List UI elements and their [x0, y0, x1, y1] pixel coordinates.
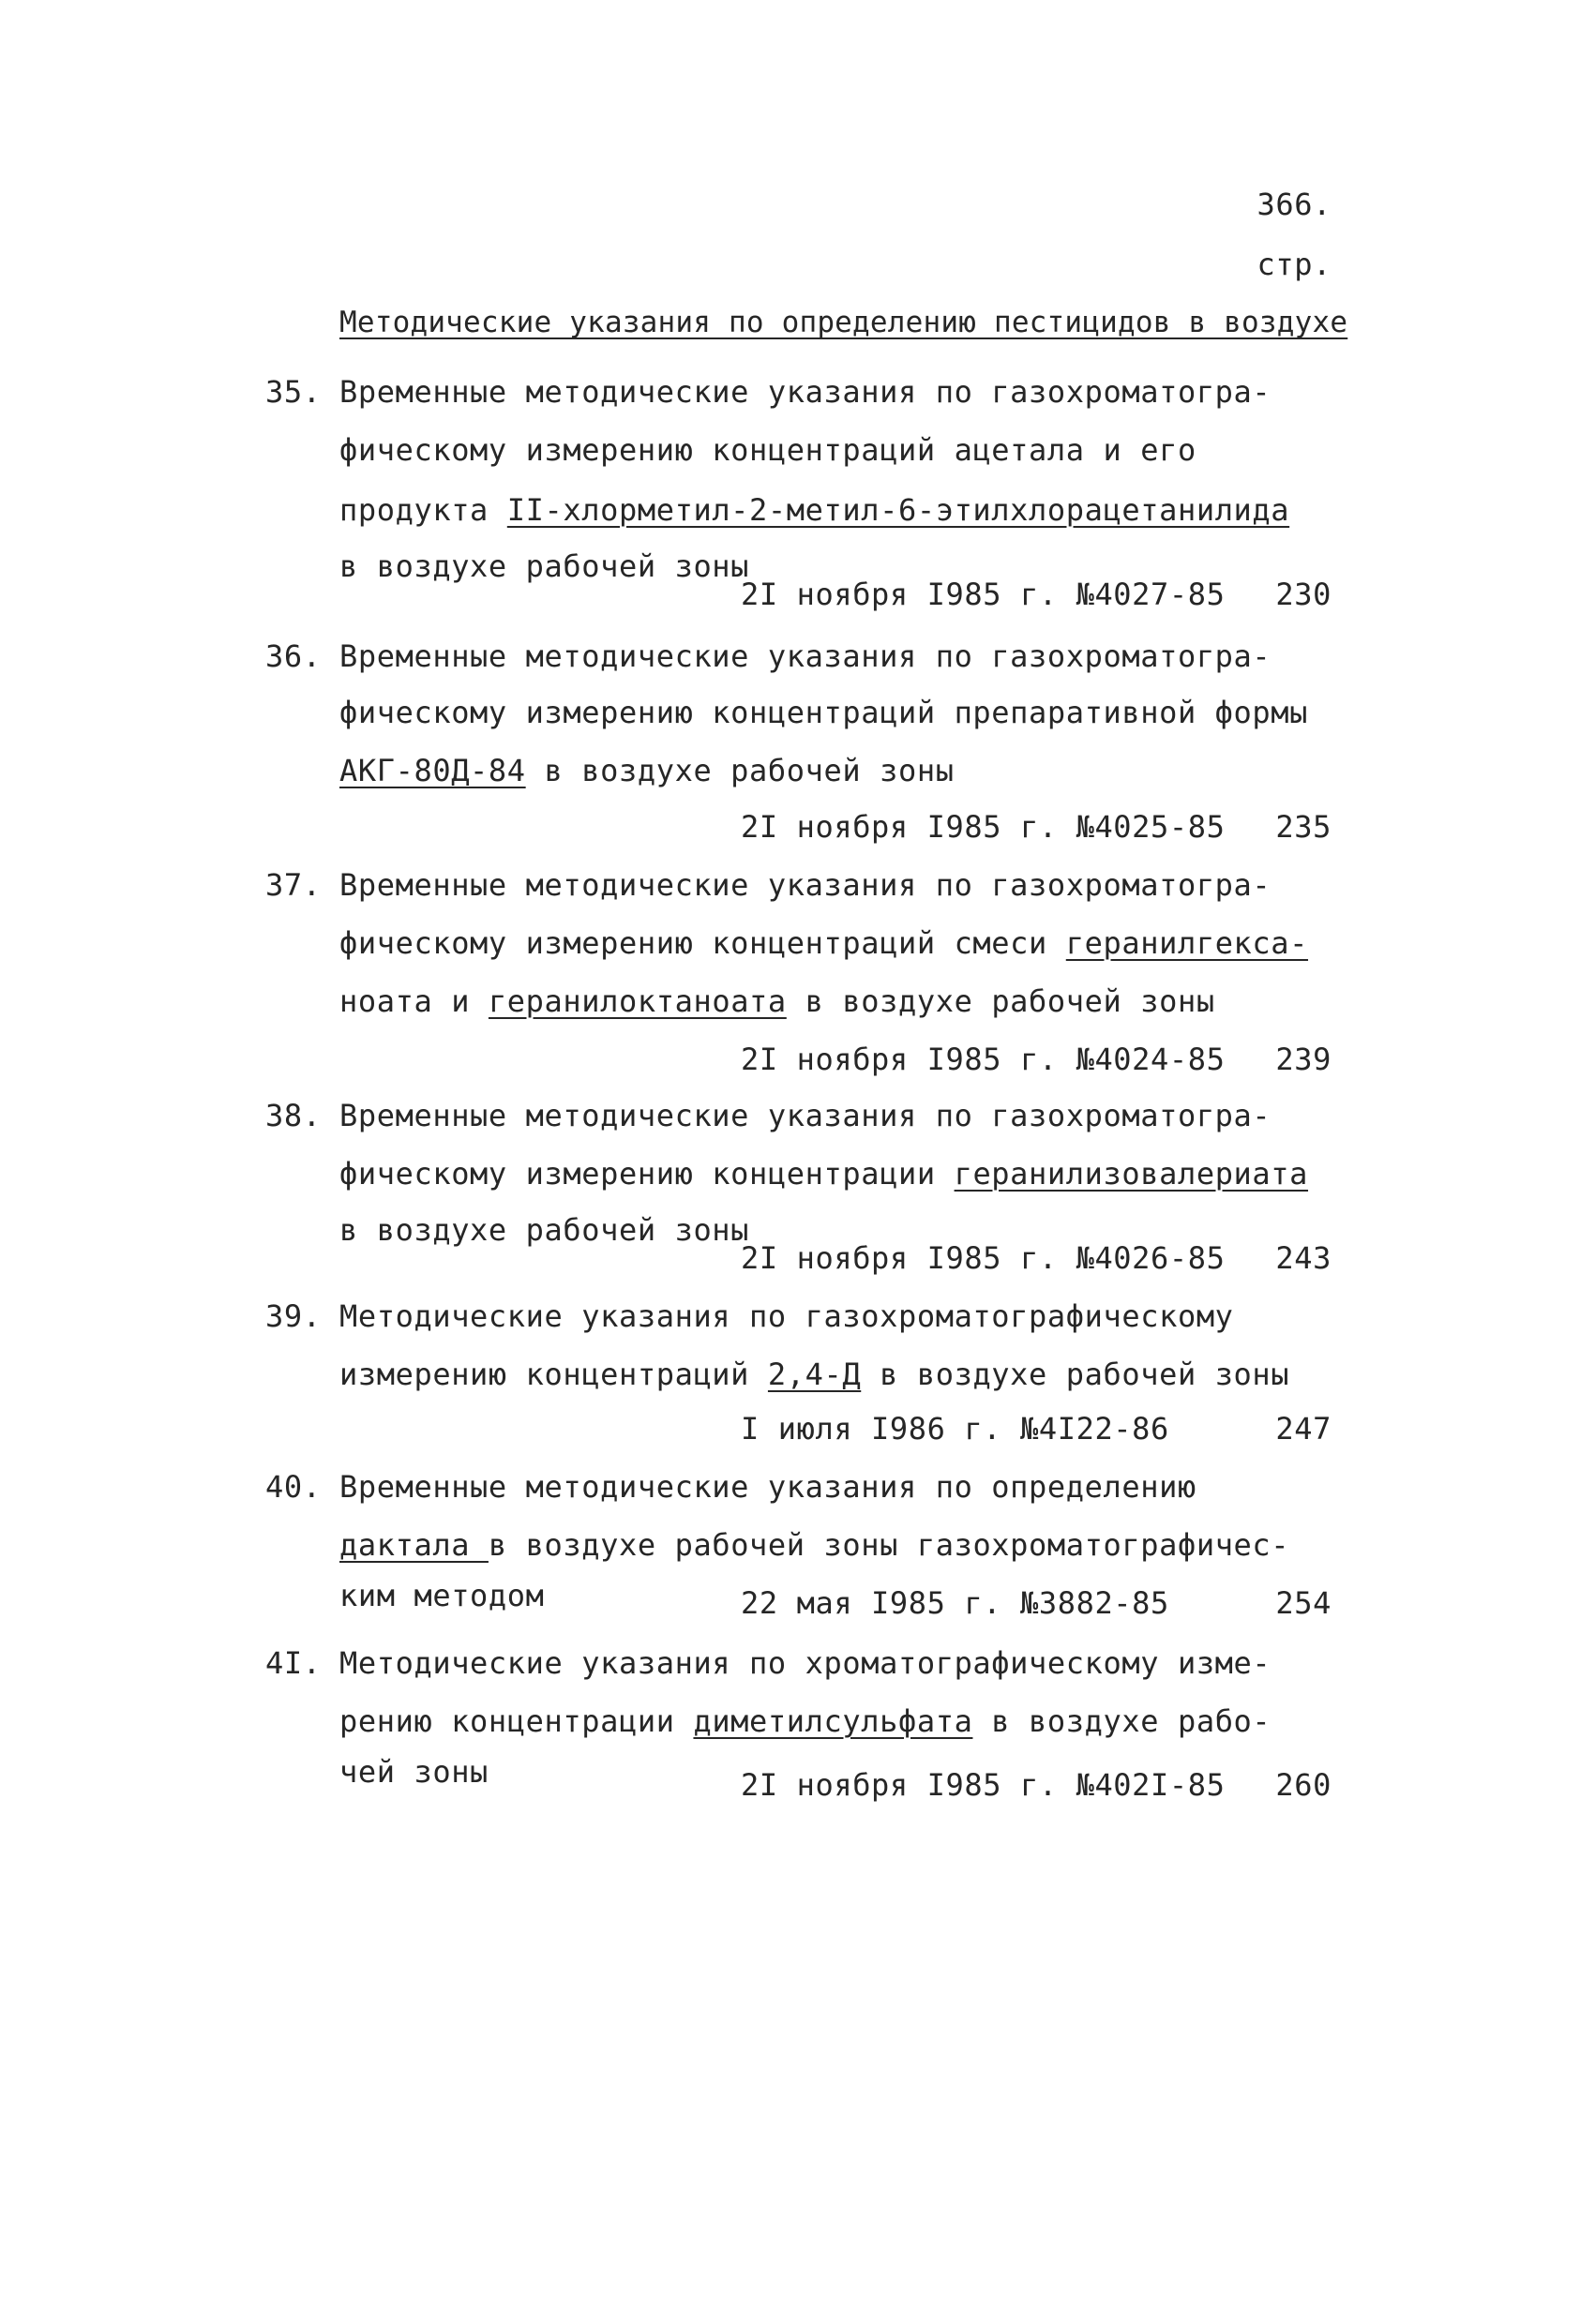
- entry-text: продукта: [339, 492, 507, 528]
- entry-line: Временные методические указания по определению: [339, 1469, 1196, 1505]
- entry-date-ref: 2I ноября I985 г. №4024-85: [741, 1042, 1226, 1077]
- entry-number: 4I.: [265, 1645, 322, 1681]
- entry-text: в воздухе рабо-: [972, 1703, 1271, 1739]
- entry-line: [339, 1155, 1308, 1192]
- entry-line: [339, 752, 955, 789]
- entry-date-ref: 2I ноября I985 г. №4026-85: [741, 1240, 1226, 1276]
- entry-text: в воздухе рабочей зоны: [786, 983, 1215, 1019]
- substance-name: дактала: [339, 1527, 489, 1563]
- entry-line: фическому измерению концентраций препаративной формы: [339, 695, 1309, 730]
- entry-number: 36.: [265, 638, 322, 674]
- entry-line: Временные методические указания по газохроматогра-: [339, 374, 1271, 410]
- entry-text: в воздухе рабочей зоны газохроматографичес-: [488, 1527, 1290, 1563]
- entry-text: рению концентрации: [339, 1703, 694, 1739]
- entry-page: 239: [1275, 1042, 1332, 1077]
- entry-page: 235: [1275, 809, 1332, 845]
- entry-date-ref: 2I ноября I985 г. №4027-85: [741, 577, 1226, 612]
- entry-page: 247: [1275, 1411, 1332, 1447]
- entry-line: [339, 924, 1308, 962]
- entry-text: в воздухе рабочей зоны: [861, 1357, 1290, 1392]
- entry-number: 39.: [265, 1298, 322, 1334]
- page-label: стр.: [1256, 247, 1332, 282]
- entry-page: 230: [1275, 577, 1332, 612]
- entry-line: [339, 491, 1289, 529]
- entry-line: [339, 1526, 1289, 1564]
- entry-page: 243: [1275, 1240, 1332, 1276]
- substance-name: II-хлорметил-2-метил-6-этилхлорацетанилида: [506, 492, 1290, 528]
- entry-text: фическому измерению концентраций смеси: [339, 925, 1066, 961]
- entry-page: 254: [1275, 1585, 1332, 1621]
- entry-line: ким методом: [339, 1578, 545, 1613]
- entry-number: 40.: [265, 1469, 322, 1505]
- entry-line: Методические указания по газохроматографическому: [339, 1298, 1234, 1334]
- entry-line: чей зоны: [339, 1754, 489, 1790]
- substance-name: диметилсульфата: [693, 1703, 973, 1739]
- entry-text: фическому измерению концентрации: [339, 1156, 955, 1192]
- entry-line: Методические указания по хроматографическому изме-: [339, 1645, 1271, 1681]
- entry-date-ref: 2I ноября I985 г. №4025-85: [741, 809, 1226, 845]
- entry-line: Временные методические указания по газохроматогра-: [339, 638, 1271, 674]
- entry-line: Временные методические указания по газохроматогра-: [339, 1098, 1271, 1133]
- substance-name: геранилоктаноата: [488, 983, 787, 1019]
- substance-name: геранилизовалериата: [954, 1156, 1309, 1192]
- entry-number: 35.: [265, 374, 322, 410]
- entry-line: [339, 982, 1215, 1020]
- entry-text: измерению концентраций: [339, 1357, 768, 1392]
- entry-line: фическому измерению концентраций ацетала и его: [339, 432, 1196, 468]
- entry-number: 38.: [265, 1098, 322, 1133]
- entry-line: в воздухе рабочей зоны: [339, 548, 750, 584]
- entry-date-ref: 2I ноября I985 г. №402I-85: [741, 1767, 1226, 1803]
- entry-line: в воздухе рабочей зоны: [339, 1212, 750, 1248]
- entry-text: ноата и: [339, 983, 489, 1019]
- substance-name: геранилгекса-: [1065, 925, 1309, 961]
- entry-number: 37.: [265, 867, 322, 903]
- entry-text: в воздухе рабочей зоны: [525, 753, 955, 788]
- substance-name: 2,4-Д: [767, 1357, 862, 1392]
- section-heading: Методические указания по определению пестицидов в воздухе: [339, 306, 1348, 339]
- entry-date-ref: 22 мая I985 г. №3882-85: [741, 1585, 1169, 1621]
- page-number: 366.: [1256, 187, 1332, 222]
- entry-line: [339, 1702, 1271, 1740]
- entry-line: [339, 1356, 1289, 1393]
- entry-date-ref: I июля I986 г. №4I22-86: [741, 1411, 1169, 1447]
- entry-line: Временные методические указания по газохроматогра-: [339, 867, 1271, 903]
- entry-page: 260: [1275, 1767, 1332, 1803]
- substance-name: АКГ-80Д-84: [339, 753, 526, 788]
